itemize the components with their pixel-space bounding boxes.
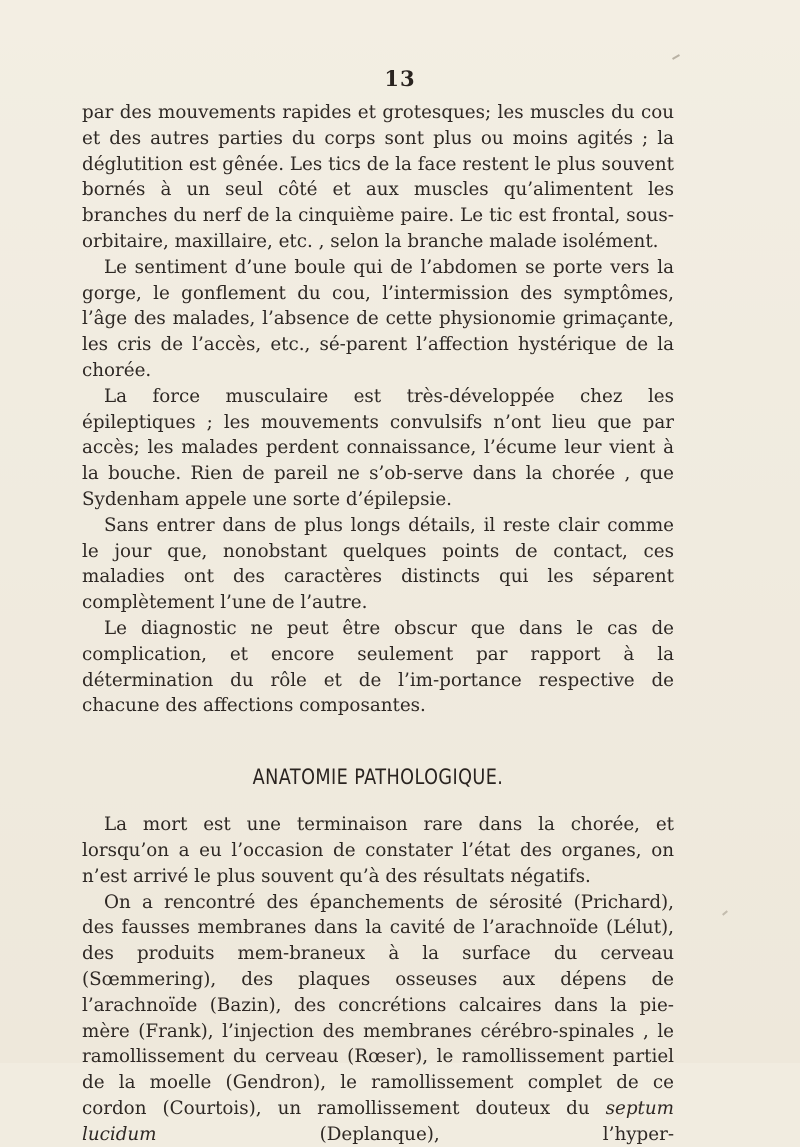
paragraph: Sans entrer dans de plus longs détails, il reste clair comme le jour que, nonobstant quelques points de contact, ces maladies ont des caractères distincts qui les séparent complètement l’une de l’autre. [82, 514, 674, 614]
paragraph: par des mouvements rapides et grotesques; les muscles du cou et des autres parties du corps sont plus ou moins agités ; la déglutition est gênée. Les tics de la face restent le plus souvent bornés à un seul côté et aux muscles qu’alimentent les branches du nerf de la cinquième paire. Le tic est frontal, sous-orbitaire, maxillaire, etc. , selon la branche malade isolément. [82, 102, 674, 252]
page-number: 13 [384, 66, 416, 91]
section-heading: ANATOMIE PATHOLOGIQUE. [252, 765, 504, 790]
paragraph: La mort est une terminaison rare dans la chorée, et lorsqu’on a eu l’occasion de constater l’état des organes, on n’est arrivé le plus souvent qu’à des résultats négatifs. [82, 814, 674, 887]
paragraph-text: (Deplanque), l’hyper- [156, 1123, 674, 1145]
ink-speck [672, 54, 680, 60]
ink-speck [722, 910, 728, 915]
paragraph: La force musculaire est très-développée chez les épileptiques ; les mouvements convulsifs n’ont lieu que par accès; les malades perdent connaissance, l’écume leur vient à la bouche. Rien de pareil ne s’ob-serve dans la chorée , que Sydenham appele une sorte d’épilepsie. [82, 385, 674, 510]
paragraph [82, 890, 674, 1147]
latin-term: septum lucidum [82, 1097, 674, 1145]
paragraph: Le sentiment d’une boule qui de l’abdomen se porte vers la gorge, le gonflement du cou, l’intermission des symptômes, l’âge des malades, l’absence de cette physionomie grimaçante, les cris de l’accès, etc., sé-parent l’affection hystérique de la chorée. [82, 256, 674, 381]
paragraph-text: On a rencontré des épanchements de sérosité (Prichard), des fausses membranes dans la cavité de l’arachnoïde (Lélut), des produits mem-braneux à la surface du cerveau (Sœmmering), des plaques osseuses aux dépens de l’arachnoïde (Bazin), des concrétions calcaires dans la pie-mère (Frank), l’injection des membranes cérébro-spinales , le ramollissement du cerveau (Rœser), le ramollissement partiel de la moelle (Gendron), le ramollissement complet de ce cordon (Courtois), un ramollissement douteux du [82, 891, 674, 1119]
paragraph: Le diagnostic ne peut être obscur que dans le cas de complication, et encore seulement par rapport à la détermination du rôle et de l’im-portance respective de chacune des affections composantes. [82, 617, 674, 717]
page-body [82, 100, 674, 1147]
